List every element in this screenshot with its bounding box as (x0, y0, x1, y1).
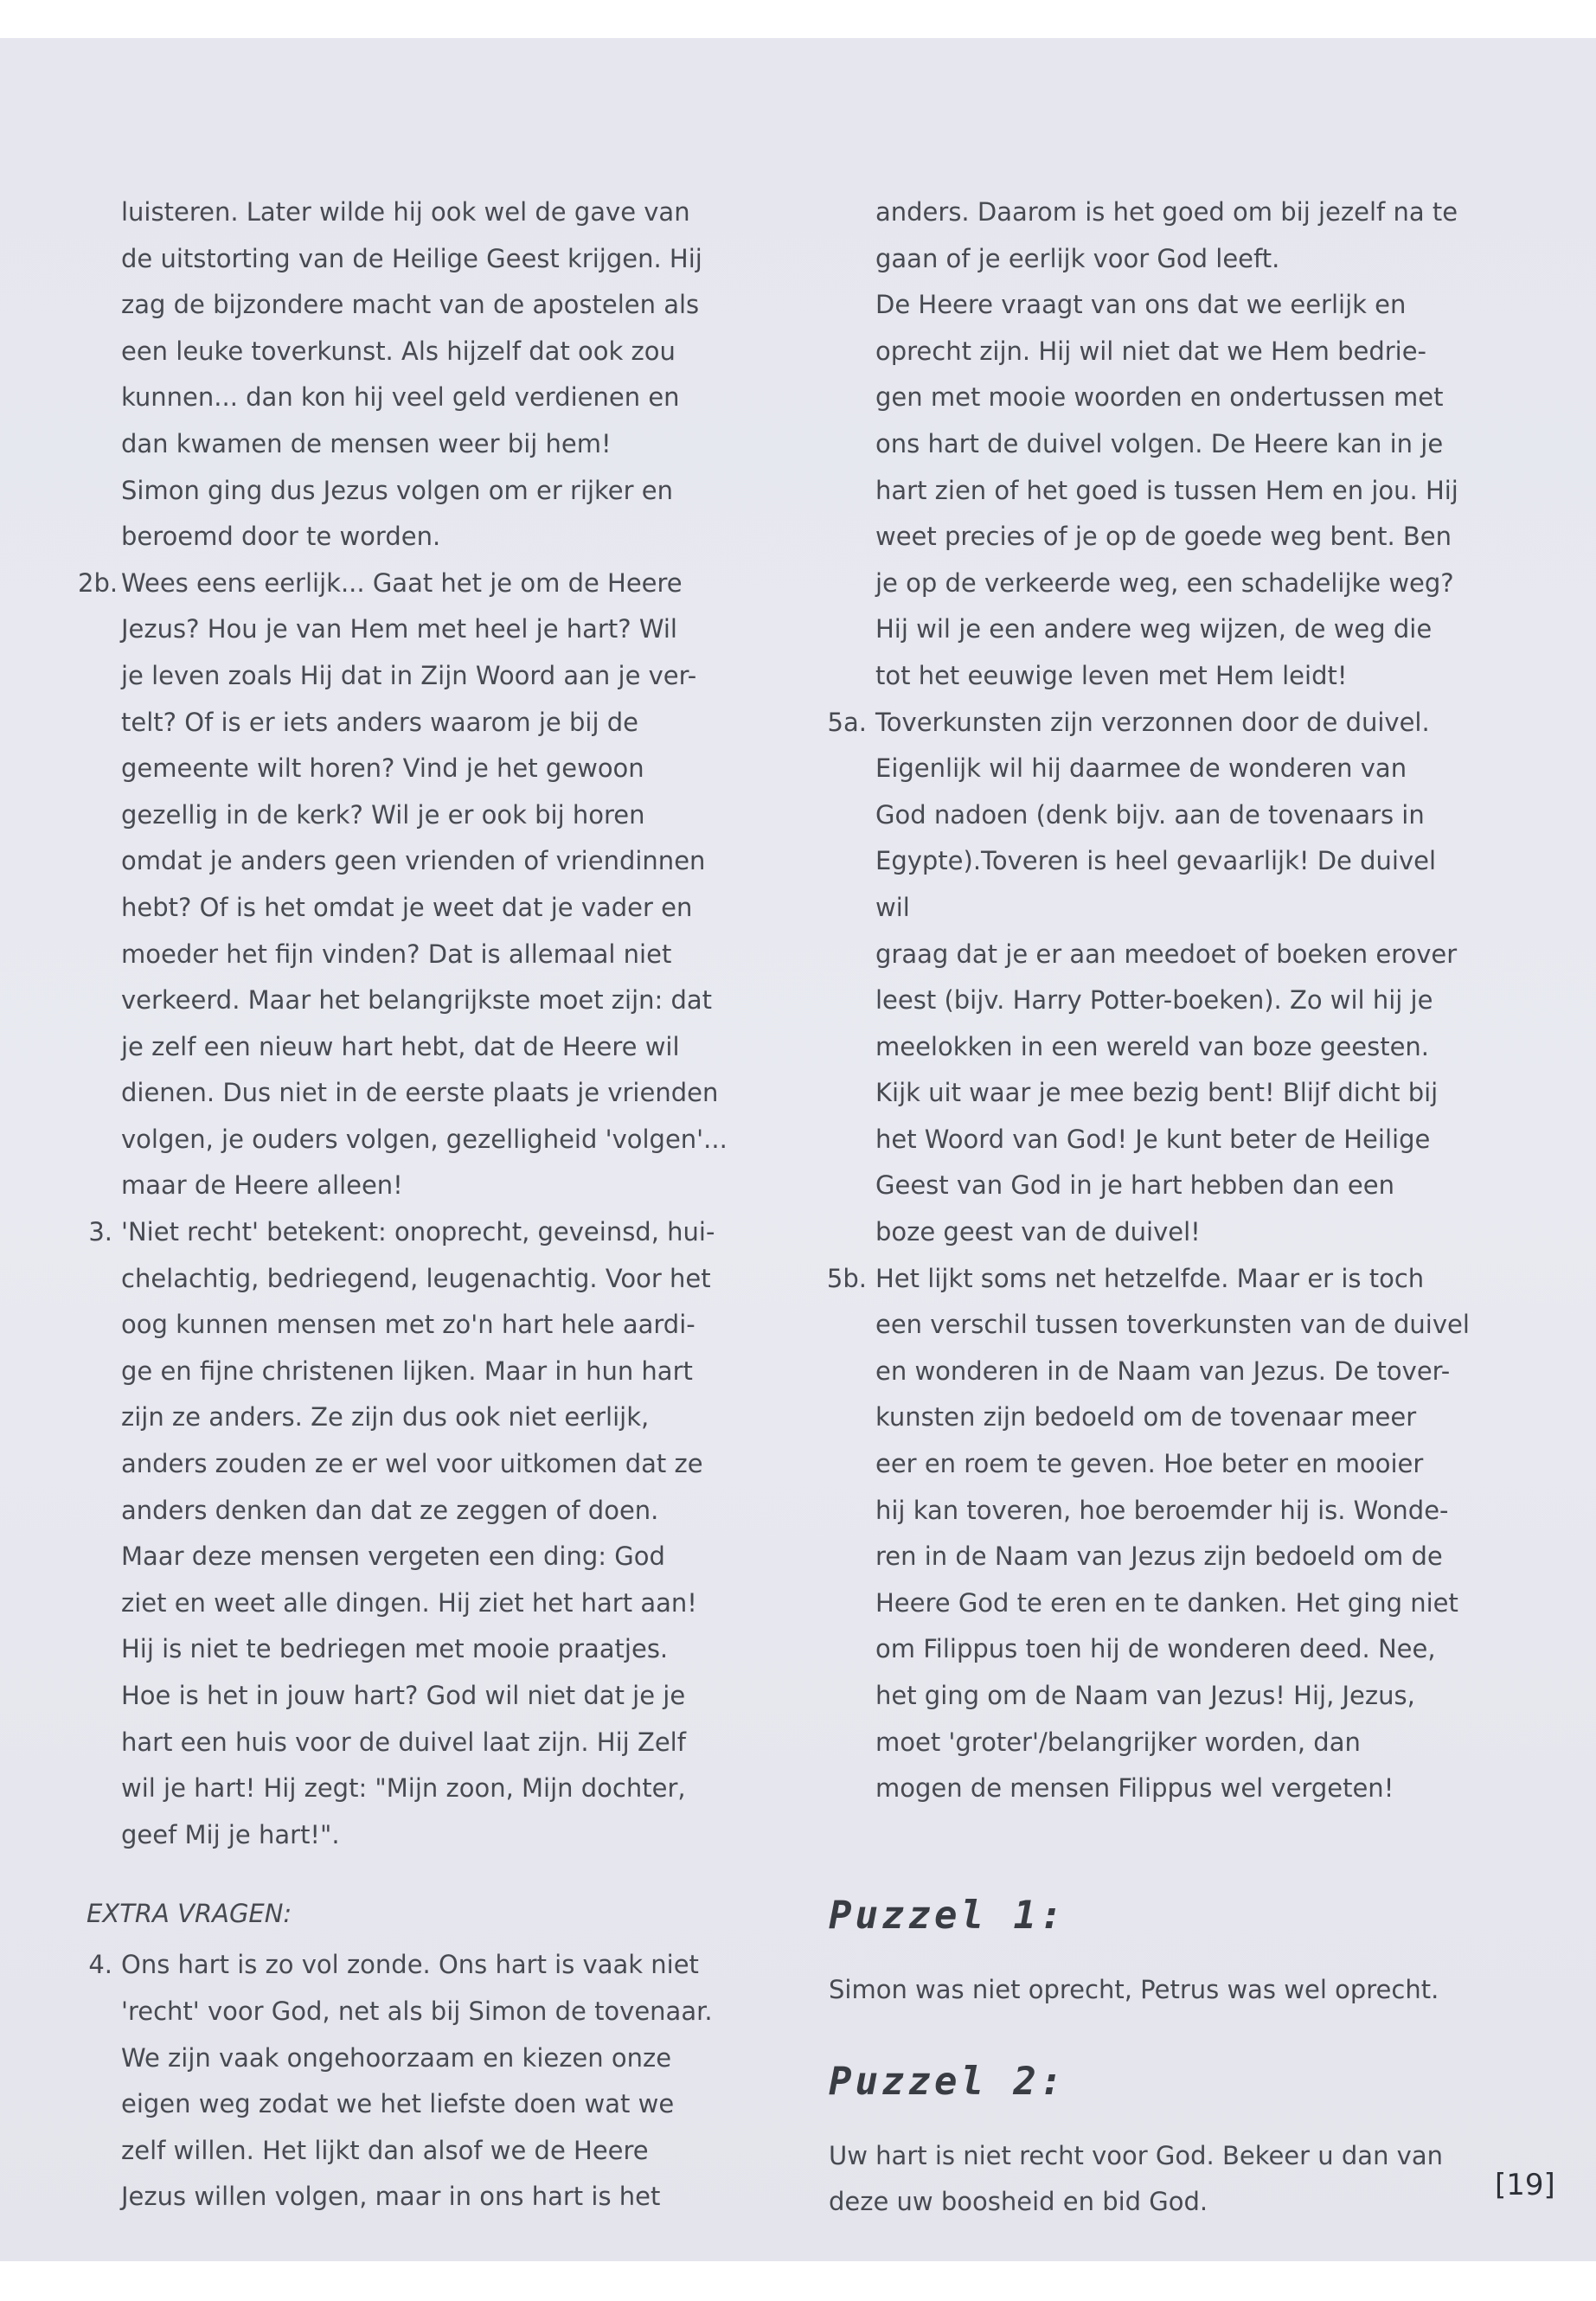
text-line: Het lijkt soms net hetzelfde. Maar er is toch (875, 1263, 1425, 1293)
item-number: 5a. (827, 707, 867, 737)
puzzle-1-answer: Simon was niet oprecht, Petrus was wel oprecht. (829, 1974, 1439, 2004)
text-line: hart een huis voor de duivel laat zijn. Hij Zelf (121, 1727, 686, 1757)
text-line: chelachtig, bedriegend, leugenachtig. Voor het (121, 1263, 711, 1293)
text-line: kunnen... dan kon hij veel geld verdienen en (121, 382, 680, 413)
text-line: Egypte).Toveren is heel gevaarlijk! De duivel wil (875, 846, 1437, 922)
text-line: meelokken in een wereld van boze geesten. (875, 1031, 1430, 1061)
text-line: hart zien of het goed is tussen Hem en jou. Hij (875, 475, 1458, 505)
text-line: dan kwamen de mensen weer bij hem! (121, 428, 612, 458)
left-column (78, 189, 744, 2221)
text-line: Jezus? Hou je van Hem met heel je hart? Wil (121, 614, 677, 644)
text-line: moeder het fijn vinden? Dat is allemaal niet (121, 939, 672, 969)
text-line: maar de Heere alleen! (121, 1170, 403, 1201)
text-line: Heere God te eren en te danken. Het ging niet (875, 1587, 1458, 1618)
extra-questions-heading: EXTRA VRAGEN: (87, 1899, 292, 1929)
puzzle-2-answer (820, 2133, 1477, 2225)
text-line: gezellig in de kerk? Wil je er ook bij horen (121, 799, 645, 830)
text-line: Ons hart is zo vol zonde. Ons hart is vaak niet (121, 1950, 699, 1980)
puzzle-2-title: Puzzel 2: (829, 2059, 1067, 2104)
text-line: hij kan toveren, hoe beroemder hij is. Wonde- (875, 1495, 1449, 1525)
answer-5a (820, 700, 1477, 1256)
text-line: ons hart de duivel volgen. De Heere kan in je (875, 428, 1444, 458)
text-line: God nadoen (denk bijv. aan de tovenaars in (875, 799, 1425, 830)
text-line: graag dat je er aan meedoet of boeken erover (875, 939, 1458, 969)
text-line: gaan of je eerlijk voor God leeft. (875, 243, 1280, 273)
text-line: je zelf een nieuw hart hebt, dat de Heere wil (121, 1031, 680, 1061)
text-line: tot het eeuwige leven met Hem leidt! (875, 660, 1348, 690)
page-number: [19] (1495, 2168, 1555, 2202)
intro-paragraph (78, 189, 744, 561)
text-line: We zijn vaak ongehoorzaam en kiezen onze (121, 2042, 672, 2073)
continuation-paragraph (820, 189, 1477, 700)
item-number: 5b. (826, 1263, 867, 1293)
text-line: Wees eens eerlijk... Gaat het je om de Heere (121, 567, 683, 598)
text-line: zelf willen. Het lijkt dan alsof we de Heere (121, 2135, 649, 2165)
text-line: ziet en weet alle dingen. Hij ziet het hart aan! (121, 1587, 697, 1618)
text-line: het ging om de Naam van Jezus! Hij, Jezus, (875, 1681, 1415, 1710)
text-line: een leuke toverkunst. Als hijzelf dat ook zou (121, 336, 676, 366)
text-line: geef Mij je hart!". (121, 1819, 340, 1849)
text-line: gemeente wilt horen? Vind je het gewoon (121, 753, 644, 784)
text-line: en wonderen in de Naam van Jezus. De tover- (875, 1356, 1451, 1386)
item-number: 4. (88, 1950, 112, 1980)
text-line: verkeerd. Maar het belangrijkste moet zijn: dat (121, 985, 713, 1016)
text-line: anders. Daarom is het goed om bij jezelf na te (875, 197, 1458, 227)
text-line: luisteren. Later wilde hij ook wel de gave van (121, 197, 690, 227)
text-line: Hij is niet te bedriegen met mooie praatjes. (121, 1634, 669, 1664)
text-line: omdat je anders geen vrienden of vriendinnen (121, 846, 706, 876)
text-line: hebt? Of is het omdat je weet dat je vader en (121, 892, 693, 922)
text-line: zijn ze anders. Ze zijn dus ook niet eerlijk, (121, 1402, 650, 1433)
answer-5b (820, 1256, 1477, 1812)
text-line: boze geest van de duivel! (875, 1217, 1201, 1247)
text-line: Jezus willen volgen, maar in ons hart is het (121, 2182, 661, 2212)
text-line: Simon ging dus Jezus volgen om er rijker en (121, 475, 673, 505)
item-number: 3. (88, 1217, 112, 1247)
text-line: anders denken dan dat ze zeggen of doen. (121, 1495, 659, 1525)
text-line: telt? Of is er iets anders waarom je bij de (121, 707, 638, 737)
text-line: om Filippus toen hij de wonderen deed. Nee, (875, 1634, 1436, 1664)
text-line: 'recht' voor God, net als bij Simon de tovenaar. (121, 1996, 713, 2026)
text-line: moet 'groter'/belangrijker worden, dan (875, 1727, 1361, 1757)
text-line: Maar deze mensen vergeten een ding: God (121, 1541, 665, 1572)
text-line: Geest van God in je hart hebben dan een (875, 1170, 1394, 1201)
right-column (820, 189, 1477, 2225)
text-line: deze uw boosheid en bid God. (829, 2186, 1208, 2216)
text-line: zag de bijzondere macht van de apostelen als (121, 290, 700, 320)
text-line: het Woord van God! Je kunt beter de Heilige (875, 1124, 1431, 1154)
text-line: eer en roem te geven. Hoe beter en mooier (875, 1449, 1424, 1479)
text-line: Toverkunsten zijn verzonnen door de duivel. (875, 707, 1430, 737)
answer-2b (78, 561, 744, 1209)
text-line: Hoe is het in jouw hart? God wil niet dat je je (121, 1681, 686, 1710)
text-line: weet precies of je op de goede weg bent. Ben (875, 522, 1452, 552)
text-line: wil je hart! Hij zegt: "Mijn zoon, Mijn dochter, (121, 1773, 686, 1804)
answer-4 (78, 1942, 744, 2221)
page-sheet (0, 38, 1596, 2261)
text-line: Hij wil je een andere weg wijzen, de weg die (875, 614, 1433, 644)
text-line: Kijk uit waar je mee bezig bent! Blijf dicht bij (875, 1078, 1439, 1108)
text-line: eigen weg zodat we het liefste doen wat we (121, 2089, 675, 2119)
text-line: 'Niet recht' betekent: onoprecht, geveinsd, hui- (121, 1217, 715, 1247)
text-line: mogen de mensen Filippus wel vergeten! (875, 1773, 1394, 1804)
text-line: leest (bijv. Harry Potter-boeken). Zo wil hij je (875, 985, 1433, 1016)
text-line: je leven zoals Hij dat in Zijn Woord aan je ver- (121, 660, 697, 690)
text-line: volgen, je ouders volgen, gezelligheid 'volgen'... (121, 1124, 727, 1154)
puzzle-1-title: Puzzel 1: (829, 1893, 1067, 1938)
text-line: Uw hart is niet recht voor God. Bekeer u dan van (829, 2140, 1443, 2170)
text-line: De Heere vraagt van ons dat we eerlijk en (875, 290, 1407, 320)
text-line: anders zouden ze er wel voor uitkomen dat ze (121, 1449, 703, 1479)
text-line: oog kunnen mensen met zo'n hart hele aardi- (121, 1310, 695, 1340)
text-line: ren in de Naam van Jezus zijn bedoeld om de (875, 1541, 1443, 1572)
text-line: dienen. Dus niet in de eerste plaats je vrienden (121, 1078, 719, 1108)
text-line: kunsten zijn bedoeld om de tovenaar meer (875, 1402, 1417, 1433)
text-line: de uitstorting van de Heilige Geest krijgen. Hij (121, 243, 702, 273)
text-line: je op de verkeerde weg, een schadelijke weg? (875, 567, 1454, 598)
answer-3 (78, 1209, 744, 1858)
text-line: gen met mooie woorden en ondertussen met (875, 382, 1444, 413)
text-line: een verschil tussen toverkunsten van de duivel (875, 1310, 1470, 1340)
text-line: beroemd door te worden. (121, 522, 441, 552)
item-number: 2b. (78, 567, 119, 598)
text-line: Eigenlijk wil hij daarmee de wonderen van (875, 753, 1407, 784)
text-line: ge en fijne christenen lijken. Maar in hun hart (121, 1356, 693, 1386)
text-line: oprecht zijn. Hij wil niet dat we Hem bedrie- (875, 336, 1427, 366)
